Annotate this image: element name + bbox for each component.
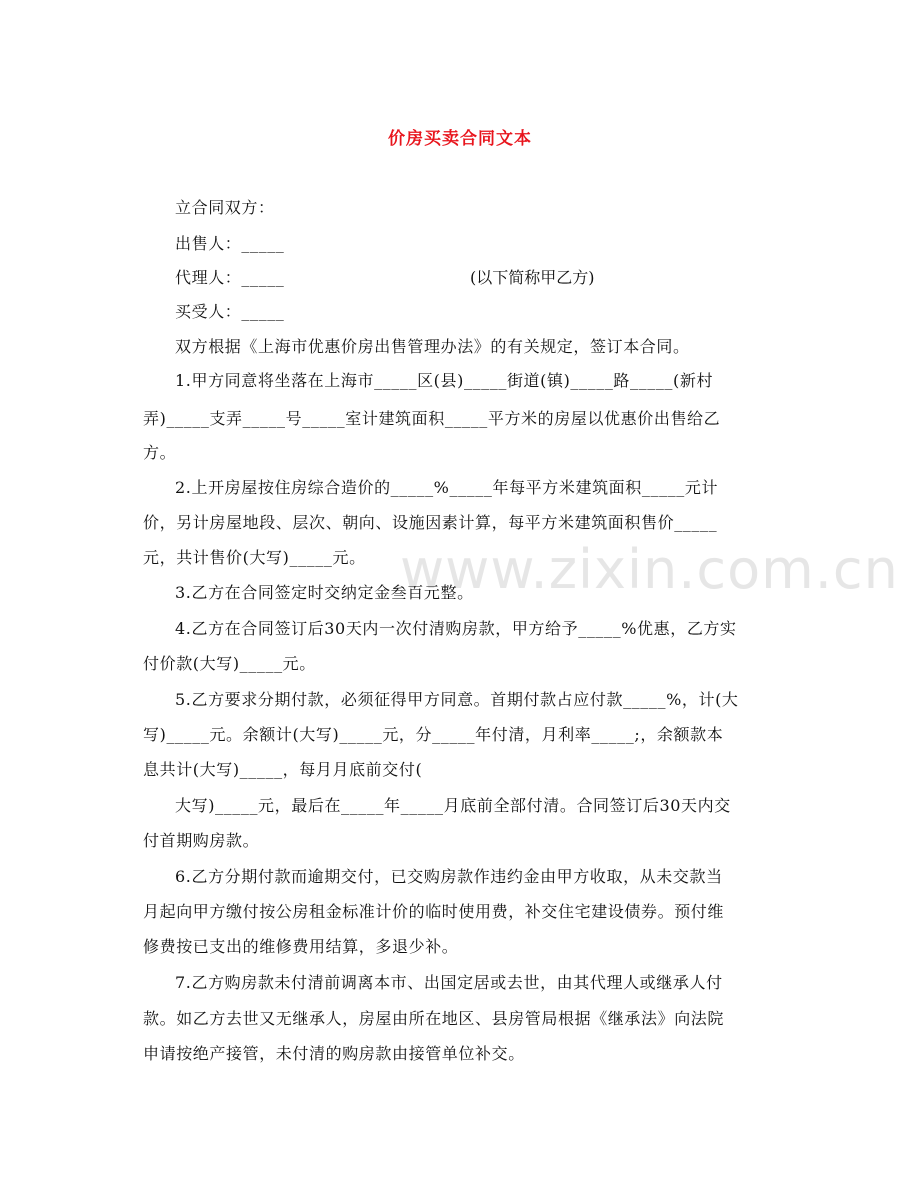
clause-line: 价，另计房屋地段、层次、朝向、设施因素计算，每平方米建筑面积售价_____ [143,513,718,532]
seller-field: 出售人：_____ [175,234,285,253]
clause-line: 5.乙方要求分期付款，必须征得甲方同意。首期付款占应付款_____%，计(大 [175,690,739,709]
clause-line: 付首期购房款。 [143,831,260,850]
clause-line: 4.乙方在合同签订后30天内一次付清购房款，甲方给予_____%优惠，乙方实 [175,619,737,638]
clause-line: 方。 [143,443,177,462]
clause-line: 6.乙方分期付款而逾期交付，已交购房款作违约金由甲方收取，从未交款当 [175,867,723,886]
watermark-text: www.zixin.com.cn [400,538,899,601]
clause-line: 款。如乙方去世又无继承人，房屋由所在地区、县房管局根据《继承法》向法院 [143,1009,725,1028]
clause-line: 7.乙方购房款未付清前调离本市、出国定居或去世，由其代理人或继承人付 [175,973,723,992]
clause-line: 3.乙方在合同签定时交纳定金叁百元整。 [175,583,474,602]
agent-field: 代理人：_____ [175,268,285,287]
basis-paragraph: 双方根据《上海市优惠价房出售管理办法》的有关规定，签订本合同。 [175,337,690,356]
clause-line: 月起向甲方缴付按公房租金标准计价的临时使用费，补交住宅建设债券。预付维 [143,902,725,921]
clause-line: 弄)_____支弄_____号_____室计建筑面积_____平方米的房屋以优惠价出售给乙 [143,409,721,428]
clause-line: 写)_____元。余额计(大写)_____元，分_____年付清，月利率_____;，余额款本 [143,725,724,744]
buyer-field: 买受人：_____ [175,302,285,321]
parties-heading: 立合同双方： [175,198,275,217]
clause-line: 大写)_____元，最后在_____年_____月底前全部付清。合同签订后30天内交 [175,796,731,815]
clause-line: 付价款(大写)_____元。 [143,654,316,673]
abbrev-note: (以下简称甲乙方) [470,268,595,287]
clause-line: 2.上开房屋按住房综合造价的_____%_____年每平方米建筑面积_____元计 [175,478,719,497]
clause-line: 息共计(大写)_____，每月月底前交付( [143,760,423,779]
clause-line: 元，共计售价(大写)_____元。 [143,548,366,567]
clause-line: 申请按绝产接管，未付清的购房款由接管单位补交。 [143,1044,525,1063]
document-title: 价房买卖合同文本 [388,129,532,149]
clause-line: 1.甲方同意将坐落在上海市_____区(县)_____街道(镇)_____路_____(新村 [175,371,714,390]
clause-line: 修费按已支出的维修费用结算，多退少补。 [143,937,459,956]
